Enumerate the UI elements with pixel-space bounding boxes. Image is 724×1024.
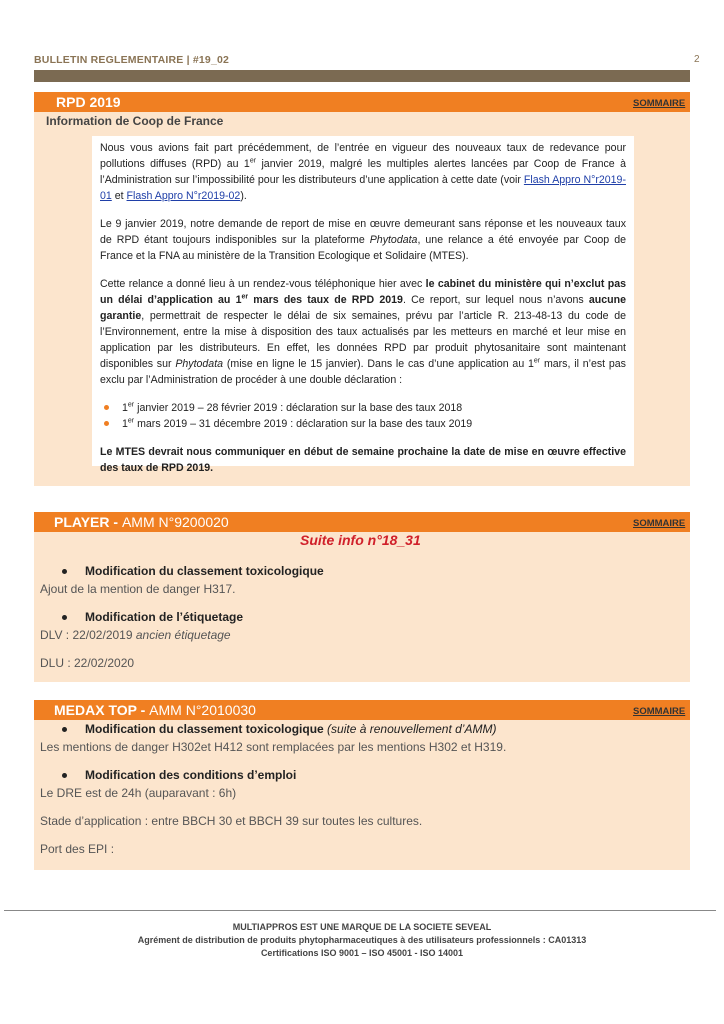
section-rpd-subtitle: Information de Coop de France <box>46 114 224 128</box>
rpd-paragraph-4: Le MTES devrait nous communiquer en début de semaine prochaine la date de mise en œuvre effective des taux de RPD 2019. <box>100 446 626 474</box>
list-item: 1er janvier 2019 – 28 février 2019 : déclaration sur la base des taux 2018 <box>122 400 626 416</box>
bullet-icon <box>104 405 109 410</box>
rpd-info-box <box>92 136 634 474</box>
bullet-icon <box>62 569 67 574</box>
bullet-icon <box>104 421 109 426</box>
footer-divider <box>4 910 716 911</box>
sommaire-link-player[interactable]: SOMMAIRE <box>633 518 686 529</box>
medax-text-3: Stade d’application : entre BBCH 30 et BBCH 39 sur toutes les cultures. <box>40 814 423 828</box>
player-bullet-1: Modification du classement toxicologique <box>62 564 324 578</box>
bullet-icon <box>62 773 67 778</box>
header-bar <box>34 70 690 82</box>
bullet-icon <box>62 615 67 620</box>
page-number: 2 <box>694 54 700 65</box>
medax-text-2: Le DRE est de 24h (auparavant : 6h) <box>40 786 237 800</box>
medax-bullet-1: Modification du classement toxicologique (suite à renouvellement d’AMM) <box>62 722 496 736</box>
rpd-paragraph-2: Le 9 janvier 2019, notre demande de report de mise en œuvre demeurant sans réponse et les nouveaux taux de RPD étant toujours indisponibles sur la plateforme Phytodata, une relance a été envoyée par Coop de France et la FNA au ministère de la Transition Ecologique et Solidaire (MTES). <box>100 218 626 262</box>
medax-text-4: Port des EPI : <box>40 842 115 856</box>
section-medax-title: MEDAX TOP - AMM N°2010030 <box>54 702 256 718</box>
rpd-paragraph-3: Cette relance a donné lieu à un rendez-vous téléphonique hier avec le cabinet du ministère qui n’exclut pas un délai d’application au 1er mars des taux de RPD 2019. Ce report, sur lequel nous n’avons aucune garantie, permettrait de respecter le délai de six semaines, prévu par l’article R. 213-48-13 du code de l’Environnement, entre la mise à disposition des taux actualisés par les metteurs en marché et leur mise en application par les distributeurs. En effet, les données RPD par produit phytosanitaire sont maintenant disponibles sur Phytodata (mise en ligne le 15 janvier). Dans le cas d’une application au 1er mars, il n’est pas exclu par l’Administration de procéder à une double déclaration : <box>100 278 626 386</box>
footer-line-1: MULTIAPPROS EST UNE MARQUE DE LA SOCIETE SEVEAL <box>232 922 492 932</box>
medax-bullet-2: Modification des conditions d’emploi <box>62 768 296 782</box>
list-item: 1er mars 2019 – 31 décembre 2019 : déclaration sur la base des taux 2019 <box>122 416 626 432</box>
section-player-title: PLAYER - AMM N°9200020 <box>54 514 229 530</box>
section-rpd-title-bar <box>34 92 690 112</box>
rpd-declaration-list <box>100 400 626 432</box>
bullet-icon <box>62 727 67 732</box>
flash-appro-link-2[interactable]: Flash Appro N°r2019-02 <box>126 190 241 202</box>
player-dlv: DLV : 22/02/2019 ancien étiquetage <box>40 628 231 642</box>
player-dlu: DLU : 22/02/2020 <box>40 656 135 670</box>
player-text-1: Ajout de la mention de danger H317. <box>40 582 236 596</box>
rpd-paragraph-1: Nous vous avions fait part précédemment, de l’entrée en vigueur des nouveaux taux de redevance pour pollutions diffuses (RPD) au 1er janvier 2019, malgré les multiples alertes lancées par Coop de France à l’Administration sur l’impossibilité pour les distributeurs d’une application à cette date (voir Flash Appro N°r2019-01 et Flash Appro N°r2019-02). <box>100 142 626 202</box>
sommaire-link-rpd[interactable]: SOMMAIRE <box>633 98 686 109</box>
suite-info: Suite info n°18_31 <box>300 532 421 548</box>
sommaire-link-medax[interactable]: SOMMAIRE <box>633 706 686 717</box>
footer-line-2: Agrément de distribution de produits phytopharmaceutiques à des utilisateurs professionnels : CA01313 <box>137 935 587 945</box>
flash-appro-link-1[interactable]: Flash Appro N°r2019-01 <box>100 174 626 202</box>
player-bullet-2: Modification de l’étiquetage <box>62 610 243 624</box>
section-rpd-title: RPD 2019 <box>56 94 121 110</box>
medax-text-1: Les mentions de danger H302et H412 sont remplacées par les mentions H302 et H319. <box>40 740 507 754</box>
footer-line-3: Certifications ISO 9001 – ISO 45001 - ISO 14001 <box>260 948 464 958</box>
bulletin-title: BULLETIN REGLEMENTAIRE | #19_02 <box>34 54 230 66</box>
